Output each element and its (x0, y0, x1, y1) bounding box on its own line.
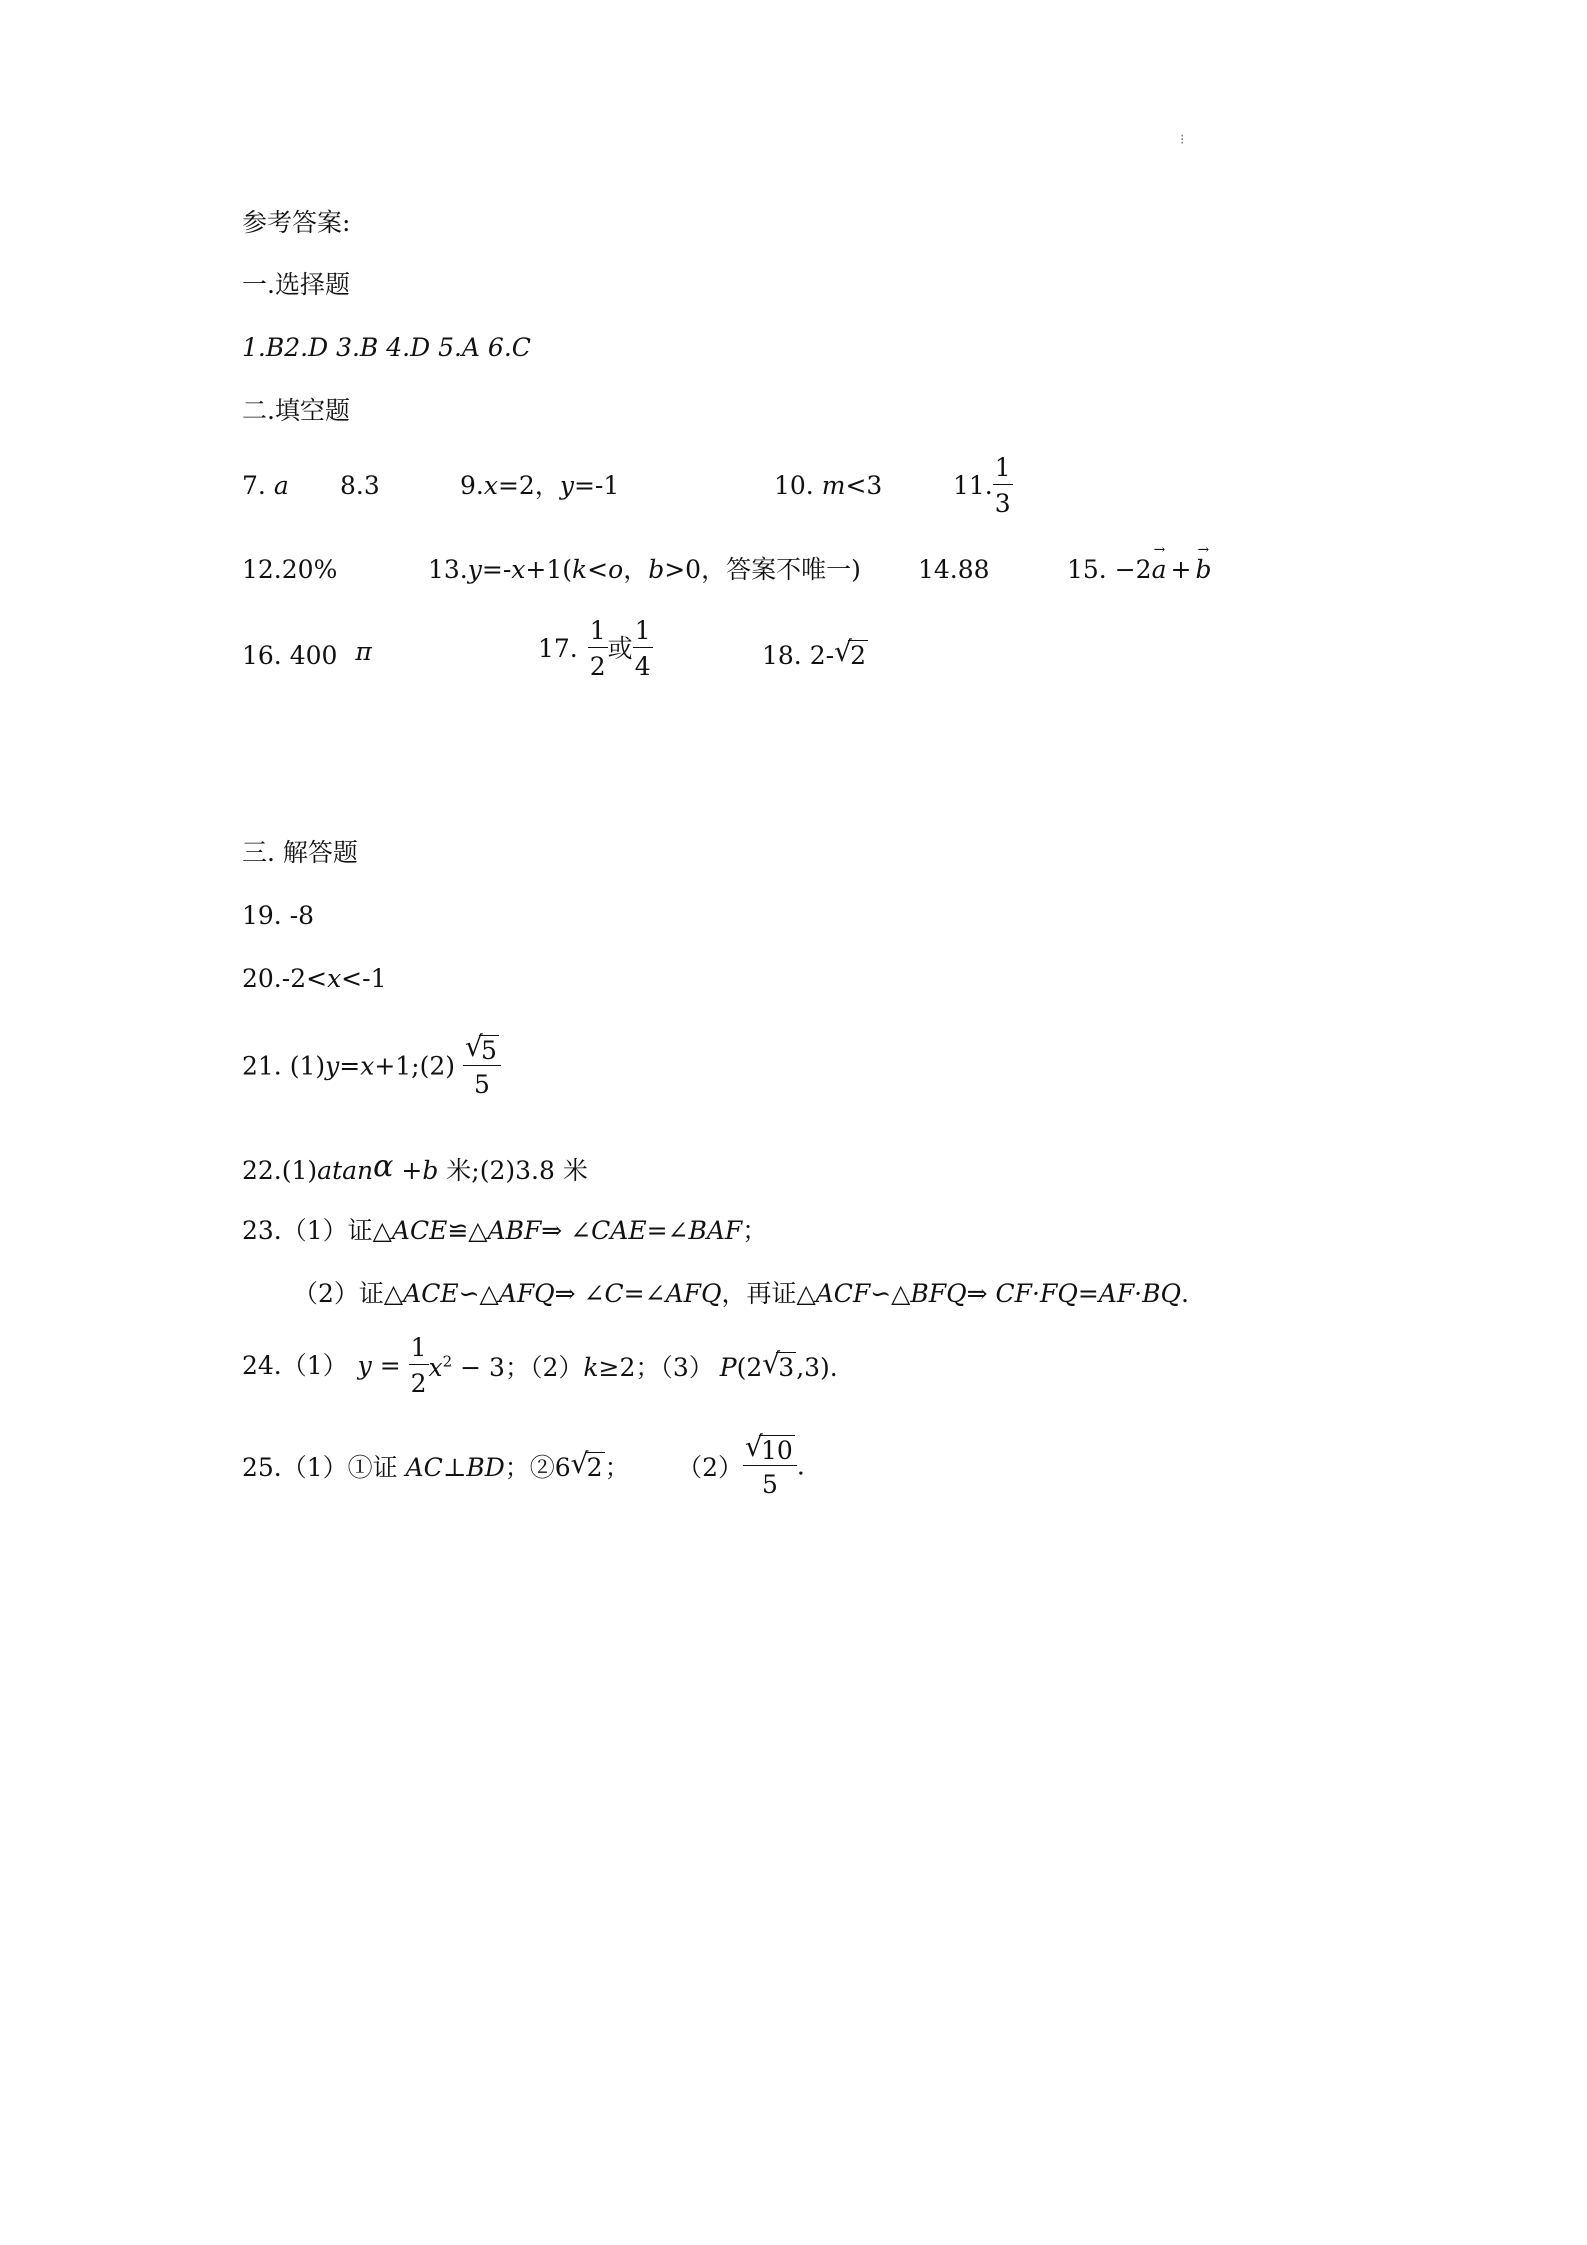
section-choice-heading: 一.选择题 (242, 270, 350, 299)
section-fill-heading: 二.填空题 (242, 396, 350, 425)
q25: 25.（1）①证 AC⊥BD；②6 √ 2； （2） √ 10 5 . (242, 1430, 805, 1499)
q24-fraction: $\frac{1}{2}$ (410, 1333, 427, 1398)
q11: 11. $\frac{1}{3}$ (953, 453, 1011, 518)
q9: 9.x=2，y=-1 (460, 471, 620, 500)
q20: 20.-2<x<-1 (242, 964, 387, 993)
choice-answers-text: 1.B2.D 3.B 4.D 5.A 6.C (242, 333, 531, 362)
q15: 15. −2 → a + → b (1067, 542, 1212, 584)
sqrt: √ 2 (834, 635, 866, 670)
q24: 24.（1） y = $\frac{1}{2}$ $x^2 - 3$；（2）k≥2；（3） P(2 √ 3,3). (242, 1333, 838, 1398)
q22: 22.(1)atanα +b 米;(2)3.8 米 (242, 1149, 588, 1185)
choice-answers (242, 335, 531, 360)
q13: 13.y=-x+1(k<o，b>0，答案不唯一) (428, 555, 861, 584)
q10: 10. m<3 (774, 471, 883, 500)
q18: 18. 2- √ 2 (762, 635, 866, 670)
q11-fraction: $\frac{1}{3}$ (994, 453, 1011, 518)
q12: 12.20% (242, 555, 338, 584)
q19: 19. -8 (242, 901, 315, 930)
q23-part1: 23.（1）证△ACE≌△ABF⇒ ∠CAE=∠BAF； (242, 1216, 768, 1245)
section-solve-heading: 三. 解答题 (242, 838, 358, 867)
vector-a: → a (1151, 542, 1167, 584)
q23-part2: （2）证△ACE∽△AFQ⇒ ∠C=∠AFQ，再证△ACF∽△BFQ⇒ CF·FQ=AF·BQ. (293, 1279, 1189, 1308)
page-mark: ⁝ (1180, 132, 1185, 148)
vector-b: → b (1195, 542, 1212, 584)
answer-title: 参考答案: (242, 208, 351, 237)
q21: 21. (1)y=x+1;(2) √ 5 5 (242, 1035, 501, 1115)
q21-fraction: √ 5 5 (463, 1035, 501, 1097)
q14: 14.88 (918, 555, 990, 584)
q7: 7. a (242, 471, 289, 500)
q17: 17. $\frac{1}{2}$ 或 $\frac{1}{4}$ (538, 616, 651, 681)
q16: 16. 400 π (242, 637, 372, 670)
q8: 8.3 (340, 471, 380, 500)
q25-fraction: √ 10 5 (743, 1435, 797, 1497)
